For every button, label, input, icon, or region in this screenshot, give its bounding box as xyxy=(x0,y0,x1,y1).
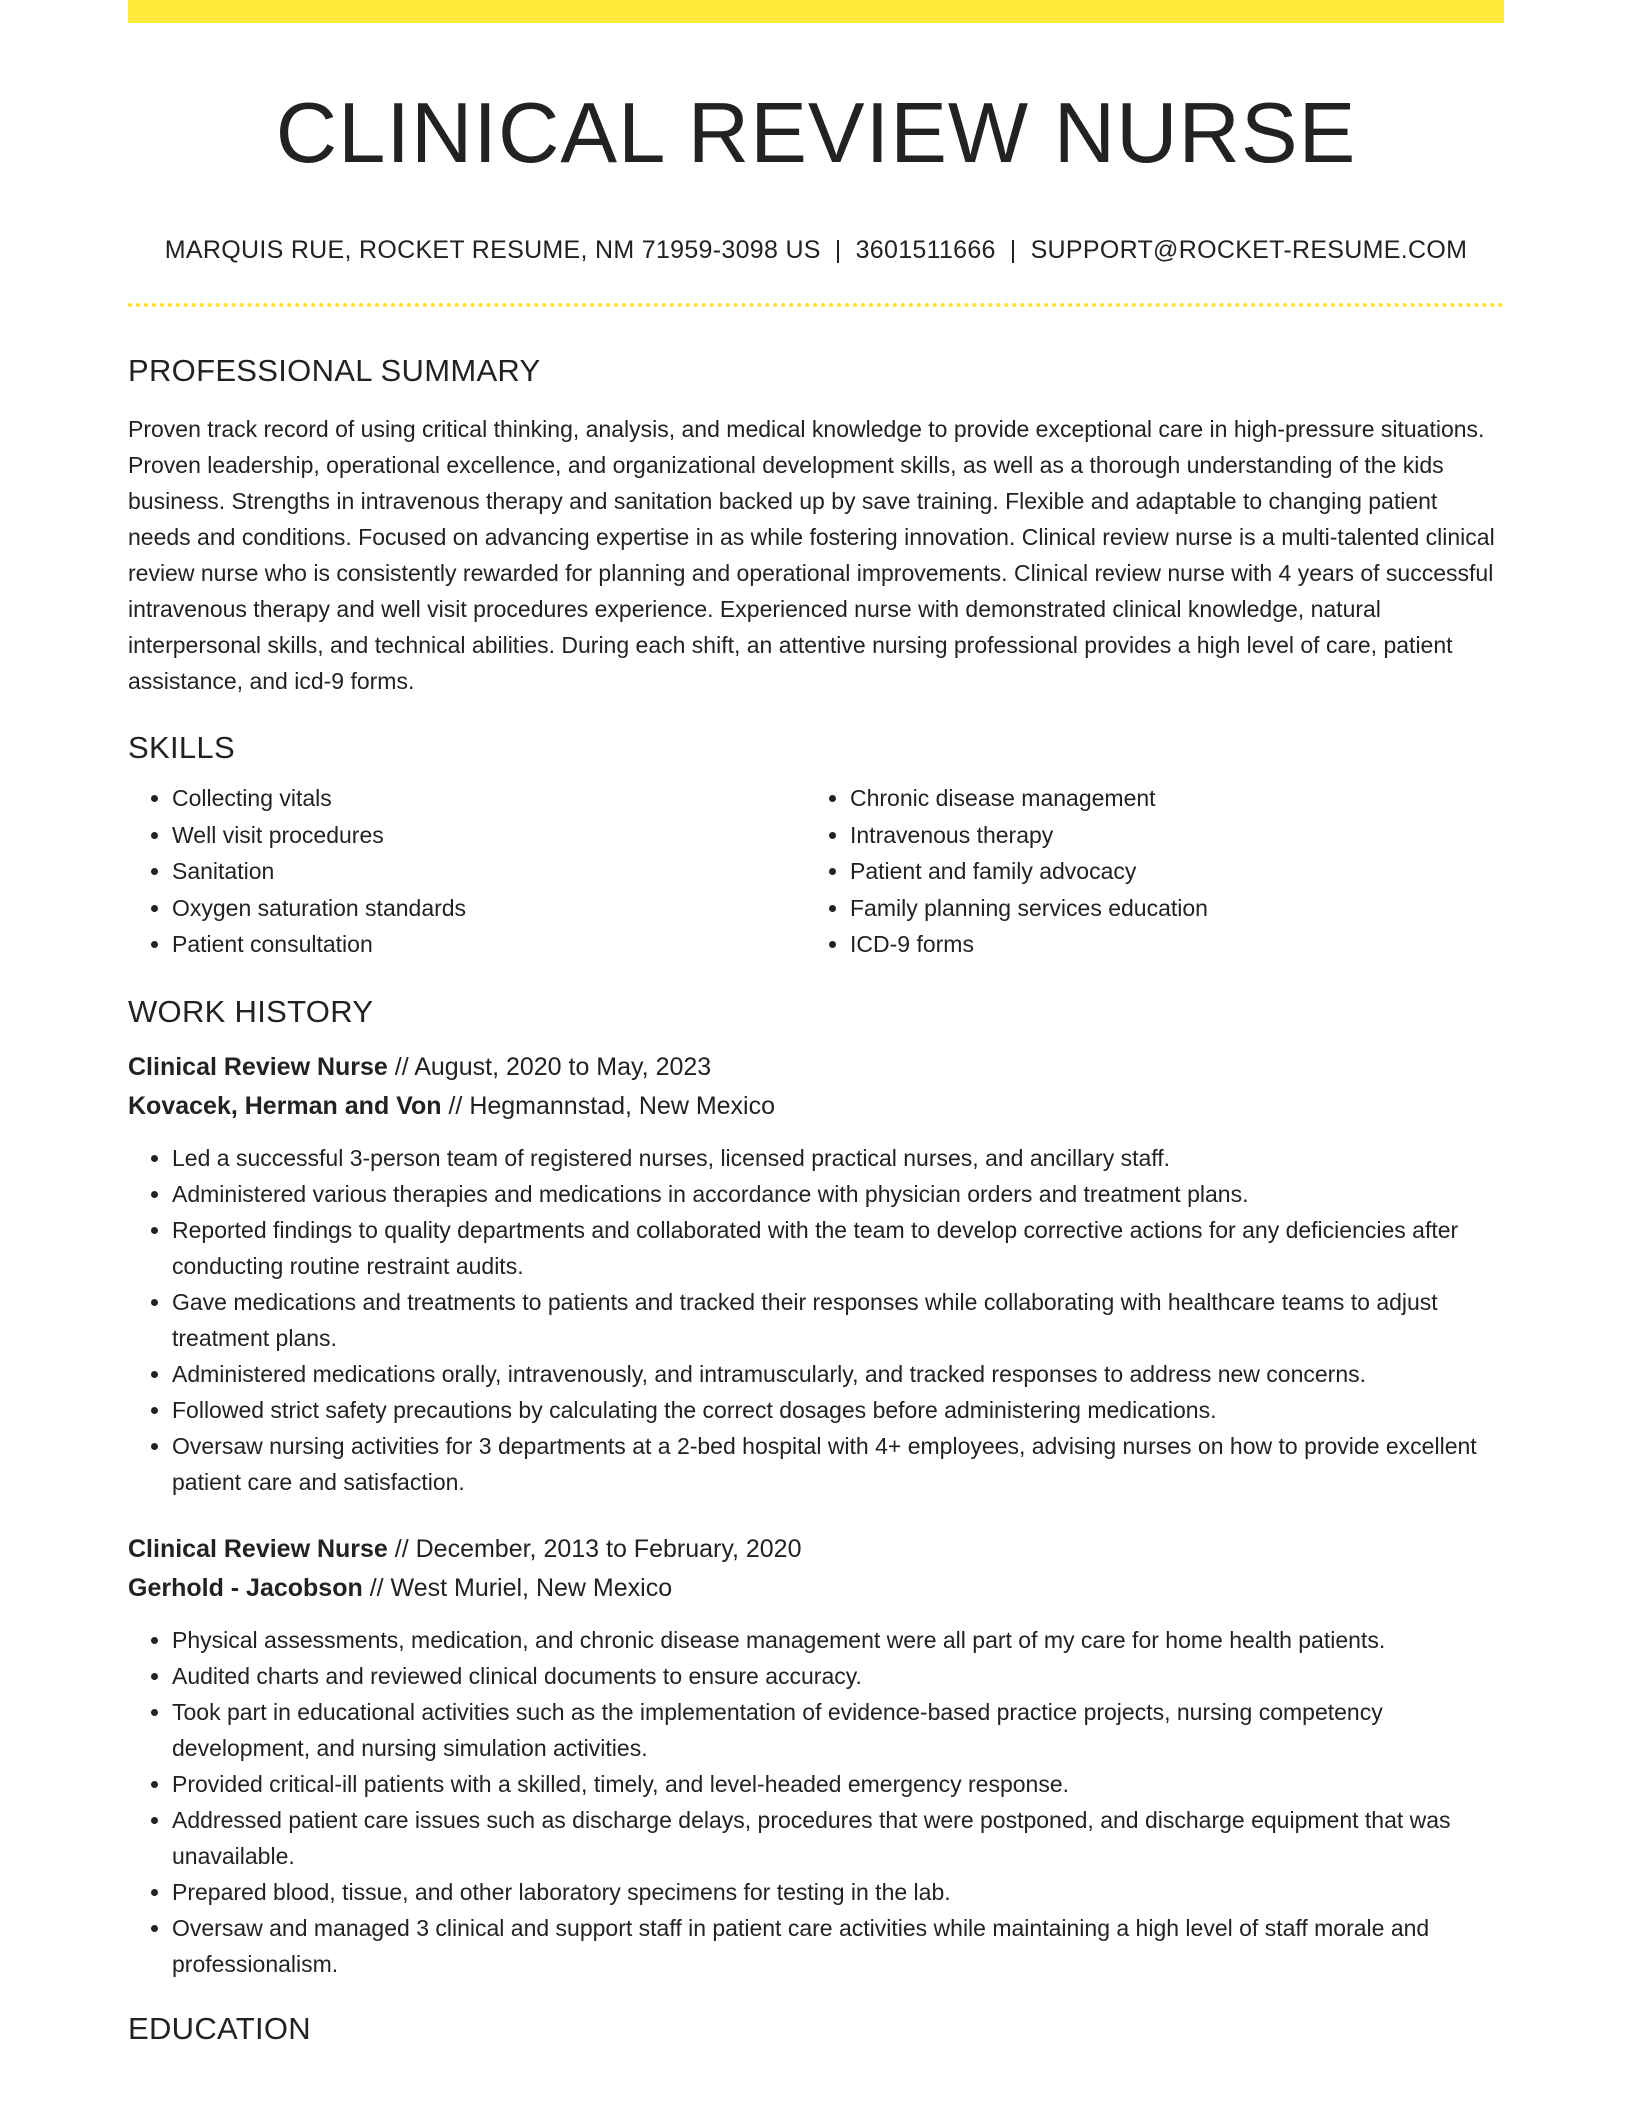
job-bullet: • Oversaw and managed 3 clinical and support staff in patient care activities while maintaining a high level of staff morale and professionalism. xyxy=(172,1910,1504,1982)
job-bullet: • Oversaw nursing activities for 3 departments at a 2-bed hospital with 4+ employees, advising nurses on how to provide excellent patient care and satisfaction. xyxy=(172,1428,1504,1500)
job-company: Kovacek, Herman and Von xyxy=(128,1092,442,1121)
summary-text: Proven track record of using critical thinking, analysis, and medical knowledge to provide exceptional care in high-pressure situations. Proven leadership, operational excellence, and organizational development skills, as well as a thorough understanding of the kids business. Strengths in intravenous therapy and sanitation backed up by save training. Flexible and adaptable to changing patient needs and conditions. Focused on advancing expertise in as while fostering innovation. Clinical review nurse is a multi-talented clinical review nurse who is consistently rewarded for planning and operational improvements. Clinical review nurse with 4 years of successful intravenous therapy and well visit procedures experience. Experienced nurse with demonstrated clinical knowledge, natural interpersonal skills, and technical abilities. During each shift, an attentive nursing professional provides a high level of care, patient assistance, and icd-9 forms. xyxy=(128,416,1495,695)
job-bullet: • Physical assessments, medication, and chronic disease management were all part of my care for home health patients. xyxy=(172,1622,1504,1658)
skill-item: • Patient and family advocacy xyxy=(850,853,1484,890)
contact-line xyxy=(128,235,1504,265)
job-bullet: • Prepared blood, tissue, and other laboratory specimens for testing in the lab. xyxy=(172,1874,1504,1910)
section-title-work-history: WORK HISTORY xyxy=(128,993,374,1029)
job-location: // West Muriel, New Mexico xyxy=(362,1574,673,1603)
job-bullet: • Gave medications and treatments to patients and tracked their responses while collaborating with healthcare teams to adjust treatment plans. xyxy=(172,1284,1504,1356)
job-company-line xyxy=(128,1569,1504,1608)
skill-item: • Collecting vitals xyxy=(172,780,806,817)
job-entry xyxy=(128,1530,1504,1982)
separator: | xyxy=(1009,236,1017,264)
section-title-summary: PROFESSIONAL SUMMARY xyxy=(128,353,541,388)
job-bullet: • Provided critical-ill patients with a skilled, timely, and level-headed emergency response. xyxy=(172,1766,1504,1802)
skill-item: • Intravenous therapy xyxy=(850,817,1484,854)
skill-item: • Patient consultation xyxy=(172,926,806,963)
job-role: Clinical Review Nurse xyxy=(128,1535,388,1564)
dotted-divider xyxy=(128,303,1504,307)
section-title-education: EDUCATION xyxy=(128,2011,311,2047)
job-bullet: • Administered medications orally, intravenously, and intramuscularly, and tracked responses to address new concerns. xyxy=(172,1356,1504,1392)
skill-item: • Family planning services education xyxy=(850,890,1484,927)
section-title-skills: SKILLS xyxy=(128,730,235,766)
resume-page xyxy=(128,0,1504,2065)
job-role-line xyxy=(128,1530,1504,1569)
job-bullet: • Led a successful 3-person team of registered nurses, licensed practical nurses, and ancillary staff. xyxy=(172,1140,1504,1176)
job-bullets xyxy=(128,1622,1504,1982)
job-role-line xyxy=(128,1048,1504,1087)
job-bullets xyxy=(128,1140,1504,1500)
phone-text: 3601511666 xyxy=(855,236,996,264)
resume-title: CLINICAL REVIEW NURSE xyxy=(275,86,1357,181)
skills-list xyxy=(128,780,1504,963)
skill-item: • Sanitation xyxy=(172,853,806,890)
job-bullet: • Addressed patient care issues such as discharge delays, procedures that were postponed, and discharge equipment that was unavailable. xyxy=(172,1802,1504,1874)
job-bullet: • Took part in educational activities such as the implementation of evidence-based practice projects, nursing competency development, and nursing simulation activities. xyxy=(172,1694,1504,1766)
job-bullet: • Reported findings to quality departments and collaborated with the team to develop corrective actions for any deficiencies after conducting routine restraint audits. xyxy=(172,1212,1504,1284)
skill-item: • Chronic disease management xyxy=(850,780,1484,817)
job-dates: // August, 2020 to May, 2023 xyxy=(387,1053,712,1082)
job-company: Gerhold - Jacobson xyxy=(128,1574,363,1603)
job-entry xyxy=(128,1048,1504,1500)
address-text: MARQUIS RUE, ROCKET RESUME, NM 71959-3098 US xyxy=(164,236,821,264)
job-bullet: • Administered various therapies and medications in accordance with physician orders and treatment plans. xyxy=(172,1176,1504,1212)
skills-column-right xyxy=(806,780,1484,963)
email-text: SUPPORT@ROCKET-RESUME.COM xyxy=(1030,236,1468,264)
job-role: Clinical Review Nurse xyxy=(128,1053,388,1082)
skill-item: • Well visit procedures xyxy=(172,817,806,854)
accent-bar xyxy=(128,0,1504,23)
skill-item: • ICD-9 forms xyxy=(850,926,1484,963)
job-bullet: • Followed strict safety precautions by calculating the correct dosages before administering medications. xyxy=(172,1392,1504,1428)
skills-column-left xyxy=(128,780,806,963)
job-dates: // December, 2013 to February, 2020 xyxy=(387,1535,802,1564)
separator: | xyxy=(834,236,842,264)
skill-item: • Oxygen saturation standards xyxy=(172,890,806,927)
job-company-line xyxy=(128,1087,1504,1126)
job-location: // Hegmannstad, New Mexico xyxy=(441,1092,776,1121)
job-bullet: • Audited charts and reviewed clinical documents to ensure accuracy. xyxy=(172,1658,1504,1694)
